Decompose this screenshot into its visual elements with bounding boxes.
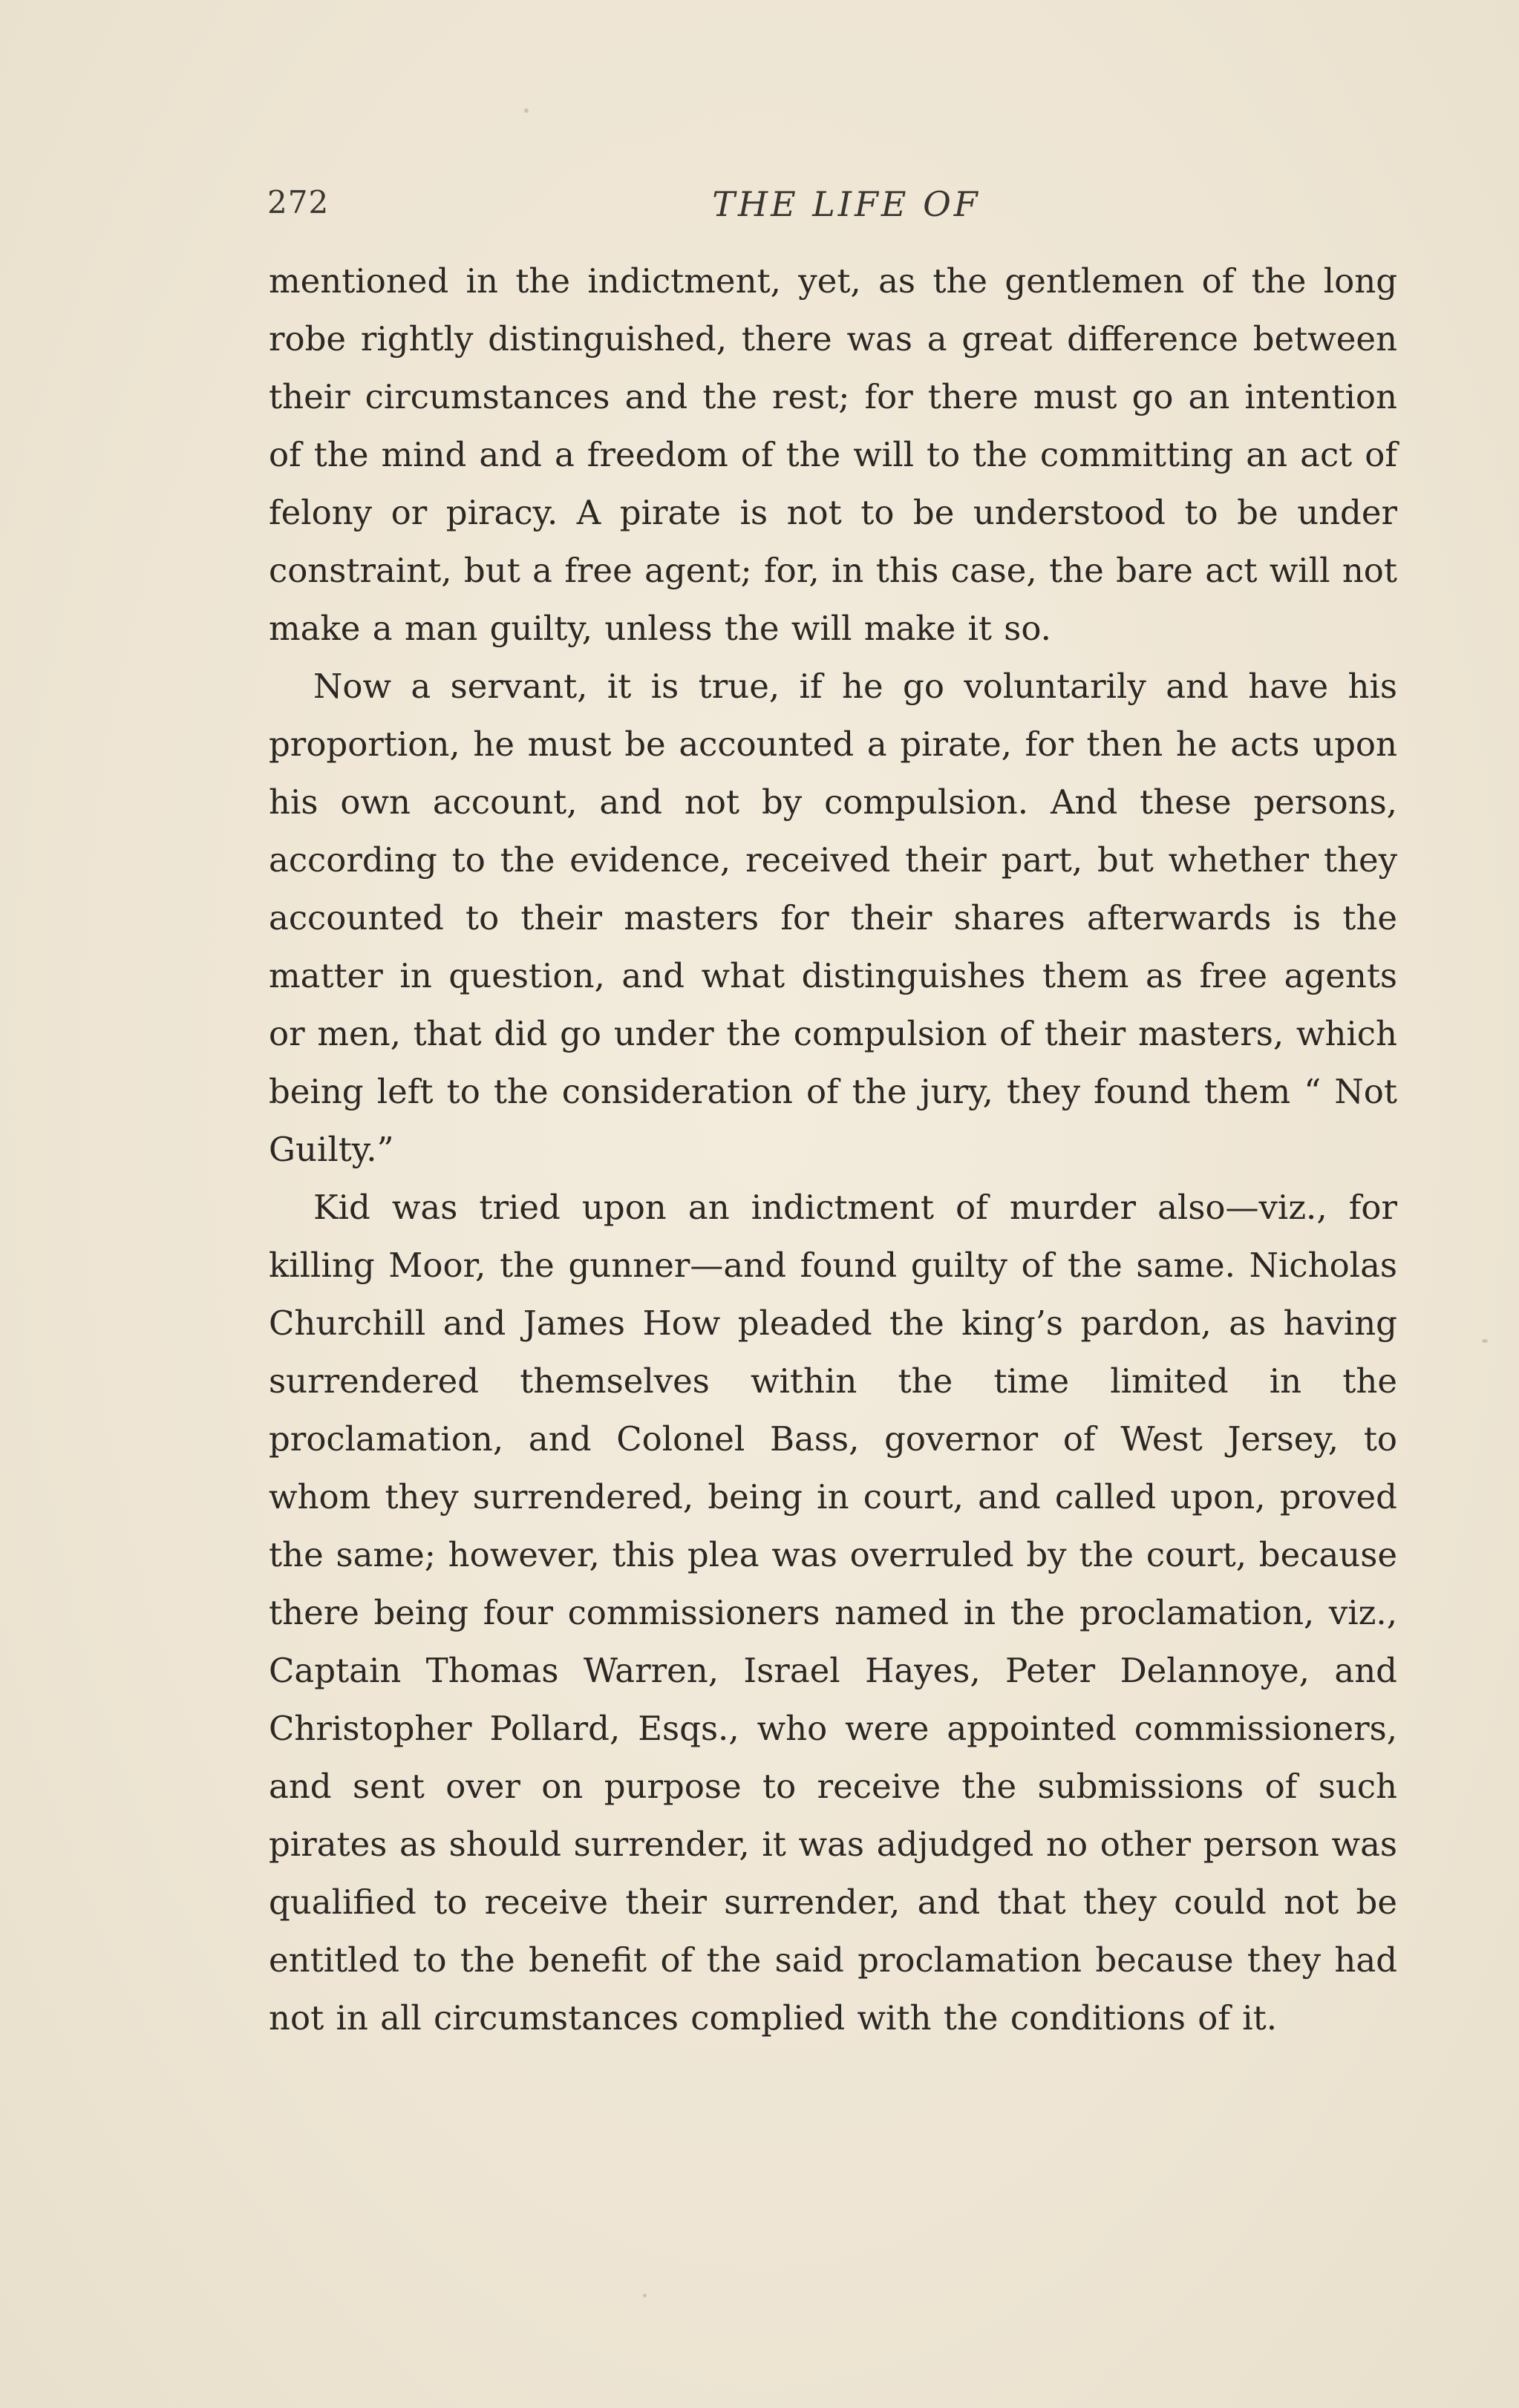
page-number: 272: [267, 184, 330, 220]
text-block: [269, 252, 1397, 2047]
paragraph-servant: Now a servant, it is true, if he go voluntarily and have his proportion, he must be accounted a pirate, for then he acts upon his own account, and not by compulsion. And these persons, according to the evidence, received their part, but whether they accounted to their masters for their shares afterwards is the matter in question, and what distinguishes them as free agents or men, that did go under the compulsion of their masters, which being left to the consideration of the jury, they found them “ Not Guilty.”: [269, 667, 1397, 1169]
running-head: [267, 184, 1396, 236]
paper-speck: [1482, 1339, 1488, 1343]
paper-speck: [643, 2294, 647, 2297]
running-title: THE LIFE OF: [712, 184, 981, 224]
paragraph-kid-trial: Kid was tried upon an indictment of murder also—viz., for killing Moor, the gunner—and found guilty of the same. Nicholas Churchill and James How pleaded the king’s pardon, as having surrendered themselves within the time limited in the proclamation, and Colonel Bass, governor of West Jersey, to whom they surrendered, being in court, and called upon, proved the same; however, this plea was overruled by the court, because there being four commissioners named in the proclamation, viz., Captain Thomas Warren, Israel Hayes, Peter Delannoye, and Christopher Pollard, Esqs., who were appointed commissioners, and sent over on purpose to receive the submissions of such pirates as should surrender, it was adjudged no other person was qualified to receive their surrender, and that they could not be entitled to the benefit of the said proclamation because they had not in all circumstances complied with the conditions of it.: [269, 1188, 1397, 2038]
paper-speck: [524, 108, 529, 113]
paragraph-continued: mentioned in the indictment, yet, as the gentlemen of the long robe rightly distinguished, there was a great difference between their circumstances and the rest; for there must go an intention of the mind and a freedom of the will to the committing an act of felony or piracy. A pirate is not to be understood to be under constraint, but a free agent; for, in this case, the bare act will not make a man guilty, unless the will make it so.: [269, 261, 1397, 648]
